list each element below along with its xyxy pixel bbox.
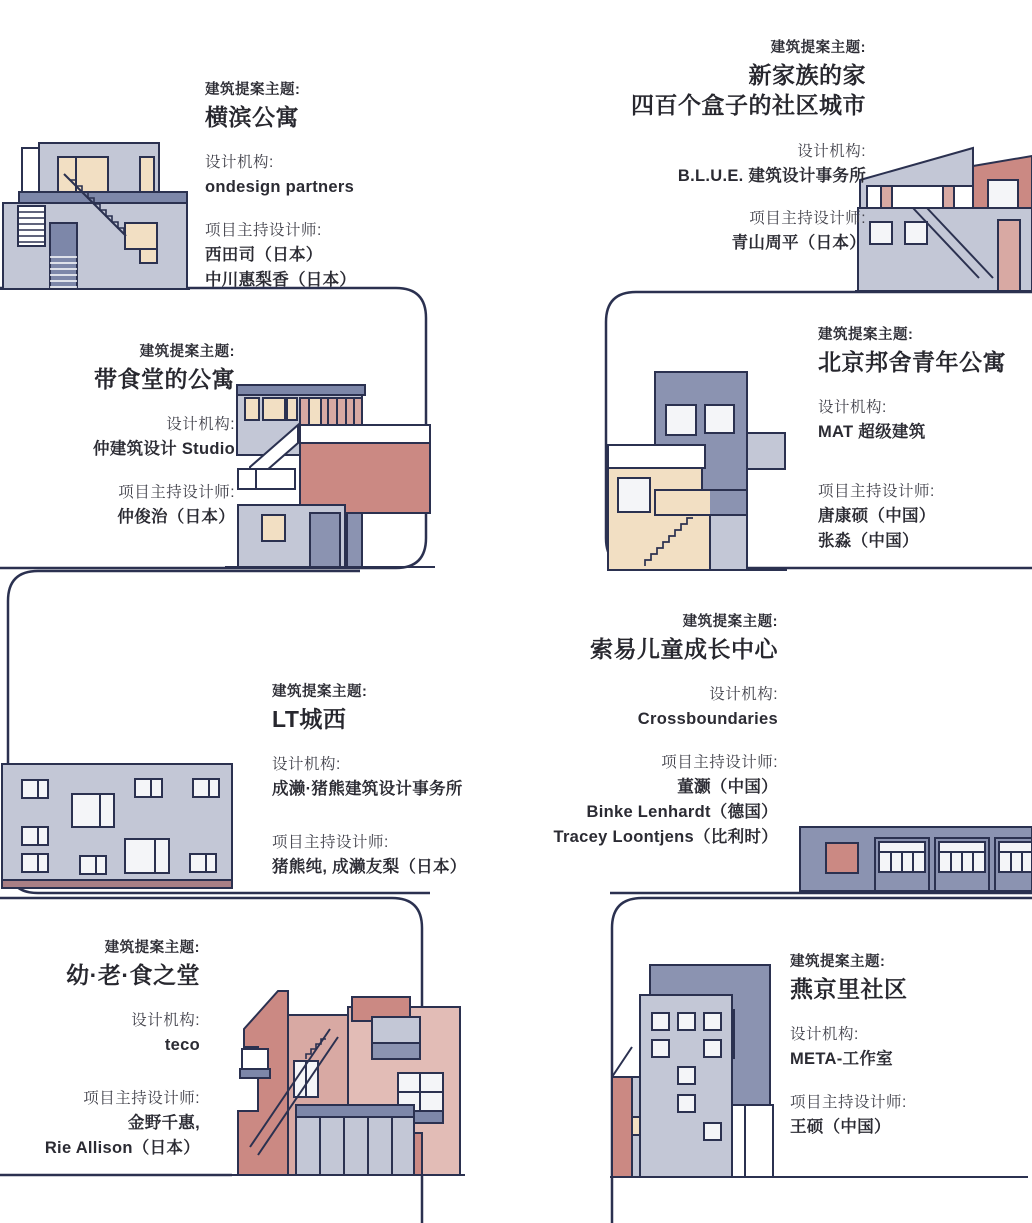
card-yanjingli-info <box>790 950 1010 1140</box>
card-young-old-canteen-info <box>5 936 200 1161</box>
org-label: 设计机构: <box>131 1012 200 1030</box>
theme-label: 建筑提案主题: <box>139 344 235 360</box>
theme-title: 北京邦舍青年公寓 <box>818 349 1006 375</box>
theme-label: 建筑提案主题: <box>770 40 866 56</box>
designer-name: Binke Lenhardt（德国） <box>586 802 778 821</box>
theme-label: 建筑提案主题: <box>104 940 200 956</box>
designer-name: 唐康硕（中国） <box>818 507 936 526</box>
designer-label: 项目主持设计师: <box>205 222 322 240</box>
card-new-family-home-info <box>536 36 866 256</box>
org-label: 设计机构: <box>205 154 274 172</box>
card-canteen-apartment-info <box>7 340 235 530</box>
org-label: 设计机构: <box>790 1026 859 1044</box>
building-illustration-lt-chengxi <box>0 758 240 895</box>
org-name: ondesign partners <box>205 178 355 197</box>
theme-label: 建筑提案主题: <box>682 614 778 630</box>
designer-name: 张淼（中国） <box>818 531 919 550</box>
card-lt-chengxi-info <box>272 680 502 880</box>
org-name: 仲建筑设计 Studio <box>92 440 235 459</box>
theme-label: 建筑提案主题: <box>818 327 914 343</box>
building-illustration-new-family-home <box>855 140 1032 293</box>
org-name: MAT 超级建筑 <box>818 423 926 442</box>
building-illustration-young-old-canteen <box>230 985 465 1177</box>
building-illustration-soyoo <box>798 822 1032 896</box>
org-name: Crossboundaries <box>637 710 778 729</box>
designer-name: 猪熊纯, 成濑友梨（日本） <box>272 858 467 877</box>
org-name: 成濑·猪熊建筑设计事务所 <box>272 780 463 799</box>
card-soyoo-info <box>498 610 778 849</box>
org-label: 设计机构: <box>166 416 235 434</box>
card-yokohama-info <box>205 78 455 293</box>
designer-label: 项目主持设计师: <box>749 210 866 228</box>
org-label: 设计机构: <box>797 142 866 160</box>
designer-label: 项目主持设计师: <box>661 754 778 772</box>
theme-title: 索易儿童成长中心 <box>590 636 778 662</box>
card-beijing-bangshe-info <box>818 323 1028 554</box>
theme-title: 四百个盒子的社区城市 <box>631 92 866 119</box>
building-illustration-beijing-bangshe <box>605 368 790 572</box>
theme-title: LT城西 <box>272 706 347 732</box>
designer-label: 项目主持设计师: <box>272 834 389 852</box>
designer-label: 项目主持设计师: <box>790 1094 907 1112</box>
theme-title: 新家族的家 <box>748 62 866 88</box>
org-name: teco <box>164 1036 200 1055</box>
building-illustration-yokohama <box>0 140 190 292</box>
org-label: 设计机构: <box>818 399 887 417</box>
theme-title: 带食堂的公寓 <box>94 366 235 392</box>
designer-name: 西田司（日本） <box>205 246 323 265</box>
org-label: 设计机构: <box>272 756 341 774</box>
theme-label: 建筑提案主题: <box>790 954 886 970</box>
designer-label: 项目主持设计师: <box>83 1090 200 1108</box>
designer-name: Tracey Loontjens（比利时） <box>553 827 778 846</box>
org-label: 设计机构: <box>709 686 778 704</box>
designer-label: 项目主持设计师: <box>118 484 235 502</box>
theme-title: 幼·老·食之堂 <box>66 962 200 988</box>
designer-name: Rie Allison（日本） <box>44 1138 200 1157</box>
designer-name: 金野千惠, <box>127 1114 200 1133</box>
theme-title: 燕京里社区 <box>790 976 908 1002</box>
designer-name: 中川惠梨香（日本） <box>205 270 357 289</box>
building-illustration-canteen-apartment <box>225 383 435 569</box>
org-name: B.L.U.E. 建筑设计事务所 <box>677 166 866 185</box>
designer-name: 王硕（中国） <box>790 1118 891 1137</box>
theme-label: 建筑提案主题: <box>205 82 301 98</box>
designer-name: 仲俊治（日本） <box>117 508 235 527</box>
designer-name: 青山周平（日本） <box>731 234 866 253</box>
org-name: META-工作室 <box>790 1050 893 1069</box>
theme-label: 建筑提案主题: <box>272 684 368 700</box>
designer-label: 项目主持设计师: <box>818 483 935 501</box>
theme-title: 横滨公寓 <box>205 104 299 130</box>
designer-name: 董灏（中国） <box>677 778 778 797</box>
